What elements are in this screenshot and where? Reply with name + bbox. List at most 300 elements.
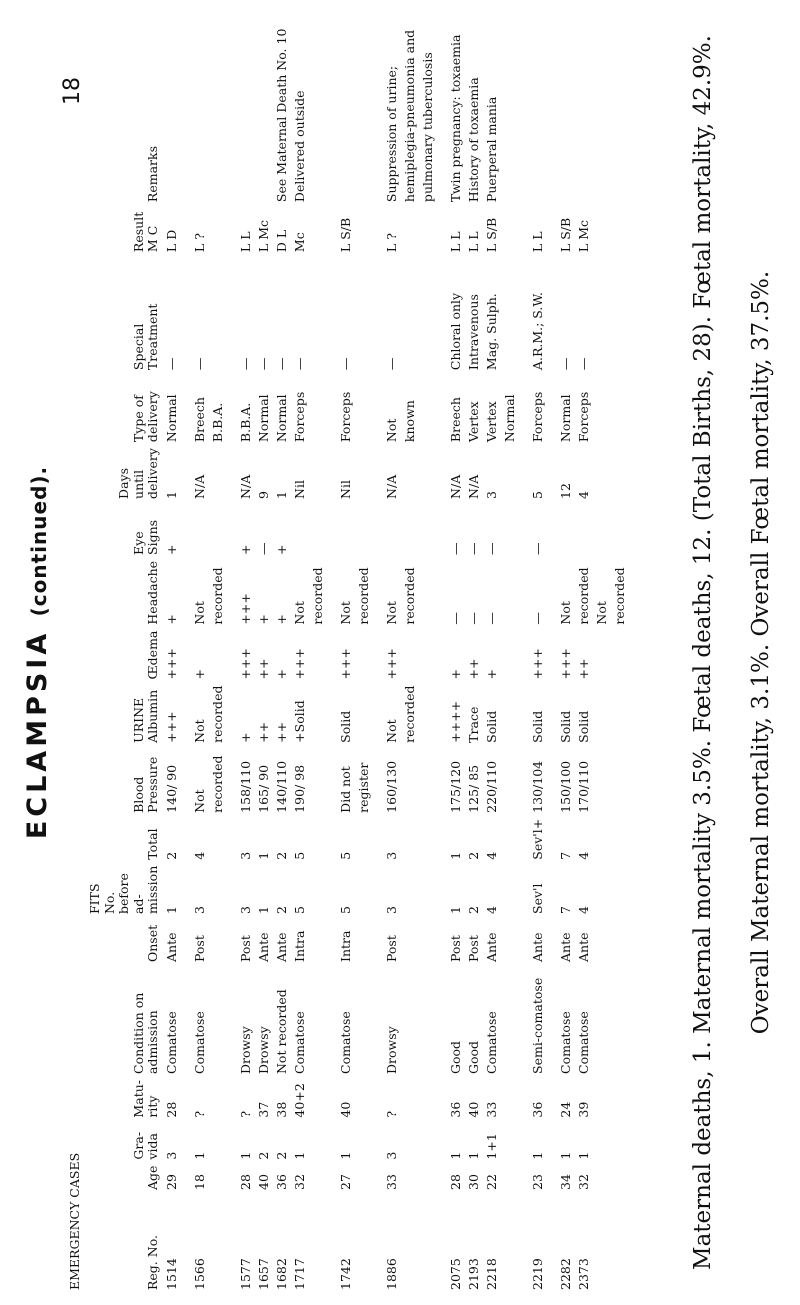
cell-line: ++ (576, 658, 592, 680)
table-cell (529, 373, 547, 445)
column-header: Gra-vida (130, 1131, 160, 1160)
cell-line: — (338, 357, 354, 371)
cell-line: Not recorded (558, 567, 592, 625)
cell-line: — (164, 357, 180, 371)
table-cell (163, 1163, 181, 1193)
cell-line: +++ (558, 648, 574, 680)
cell-line: + (238, 544, 254, 555)
table-cell (383, 683, 437, 746)
cell-line: Forceps (530, 391, 546, 443)
cell-line: N/A (384, 474, 400, 499)
table-cell (557, 1077, 629, 1121)
cell-line: Solid (576, 710, 592, 743)
cell-line: ? (384, 1110, 400, 1118)
cell-line: N/A (192, 474, 208, 499)
table-cell (163, 1077, 181, 1121)
column-header: Onset (144, 924, 160, 962)
cell-line: 130/104 (530, 760, 546, 813)
cell-line: Drowsy (384, 1026, 400, 1074)
cell-line (337, 18, 355, 202)
column-header: Result M C (130, 211, 160, 253)
cell-line (191, 18, 209, 202)
column-header: Eye Signs (130, 519, 160, 555)
cell-line: Ante (256, 932, 272, 962)
cell-line: 3 (384, 906, 400, 914)
table-cell (529, 558, 547, 628)
cell-line: History of toxaemia (466, 77, 482, 203)
table-cell (447, 373, 519, 445)
cell-line: Post (384, 935, 400, 962)
table-cell (191, 816, 227, 863)
table-cell (557, 15, 629, 205)
cell-line: 29 (164, 1174, 180, 1190)
table-cell (383, 1121, 437, 1163)
cell-line: Not recorded (192, 755, 226, 813)
table-row-group (557, 15, 629, 1293)
column-header: Reg. No. (144, 1235, 160, 1290)
cell-line: 125/ 85 (466, 764, 482, 813)
table-cell (383, 15, 437, 205)
table-cell (529, 1163, 547, 1193)
table-cell (191, 746, 227, 816)
table-cell (237, 628, 327, 683)
cell-line: Chloral only (448, 292, 464, 371)
cell-line: 36 (448, 1101, 464, 1118)
table-cell (237, 746, 327, 816)
cell-line: — (274, 357, 290, 371)
column-header: Matu-rity (130, 1080, 160, 1118)
table-cell (337, 1121, 373, 1163)
table-cell (163, 746, 181, 816)
cell-line: — (384, 357, 400, 371)
cell-line: 4 (484, 906, 500, 914)
cell-line: Post (466, 935, 482, 962)
cell-line: Solid (530, 710, 546, 743)
table-cell (191, 558, 227, 628)
cell-line: — (238, 357, 254, 371)
cell-line: Trace (466, 706, 482, 743)
table-cell (237, 1077, 327, 1121)
table-row-group (447, 15, 519, 1293)
table-cell (383, 917, 437, 965)
column-header: Œdema (144, 630, 160, 680)
table-cell (557, 502, 629, 558)
group-spacer (327, 15, 337, 1293)
table-cell (529, 205, 547, 255)
table-cell (191, 1077, 227, 1121)
table-cell (337, 1163, 373, 1193)
cell-line: Solid (484, 710, 500, 743)
cell-line: Mc (292, 232, 308, 253)
cell-line (191, 505, 209, 555)
cell-line (529, 18, 547, 202)
cell-line (291, 505, 309, 555)
table-cell (237, 816, 327, 863)
overall-mortality-summary: Overall Maternal mortality, 3.1%. Overall Fœtal mortality, 37.5%. (748, 270, 774, 1035)
cell-line: Comatose (558, 1011, 574, 1074)
column-header: Blood Pressure (130, 756, 160, 813)
cell-line: Comatose (292, 1011, 308, 1074)
table-row-group (529, 15, 547, 1293)
cell-line: Intra (292, 930, 308, 962)
cell-line: +++ (164, 648, 180, 680)
table-cell (191, 255, 227, 373)
column-header: Condition on admission (130, 992, 160, 1074)
table-cell (191, 863, 227, 917)
cell-line: Solid (558, 710, 574, 743)
cell-line: 175/120 (448, 760, 464, 813)
table-cell (447, 1163, 519, 1193)
cell-line: Comatose (192, 1011, 208, 1074)
table-cell (163, 205, 181, 255)
cell-line: 1682 (274, 1258, 290, 1290)
table-cell (383, 746, 437, 816)
cell-line: L S/B (484, 217, 500, 253)
table-cell (337, 1193, 373, 1293)
cell-line: Good (448, 1040, 464, 1074)
cell-line: 33 (384, 1174, 400, 1190)
table-cell (191, 205, 227, 255)
cell-line: 1 (448, 851, 464, 860)
cell-line: Not recorded (384, 685, 418, 743)
table-cell (529, 628, 547, 683)
cell-line: 40 (338, 1101, 354, 1118)
cell-line: 2373 (576, 1258, 592, 1290)
cell-line: 2 (466, 851, 482, 860)
cell-line: Comatose (576, 1011, 592, 1074)
cell-line: Sev'l (530, 883, 546, 914)
cell-line: Not known (384, 400, 418, 443)
cell-line: 170/110 (576, 760, 592, 813)
cell-line: Normal (558, 394, 574, 443)
cell-line: 38 (274, 1101, 290, 1118)
table-cell (529, 746, 547, 816)
table-header-row (85, 15, 163, 1293)
cell-line: — (292, 357, 308, 371)
table-cell (557, 816, 629, 863)
cell-line: 1 (292, 1151, 308, 1160)
table-cell (237, 558, 327, 628)
cell-line: Puerperal mania (484, 96, 500, 203)
cell-line: 36 (530, 1101, 546, 1118)
group-spacer (373, 15, 383, 1293)
cell-line: ++ (274, 721, 290, 743)
cell-line: 9 (256, 491, 272, 499)
column-header: URINE Albumin (130, 689, 160, 743)
cell-line: Not recorded (594, 567, 628, 625)
table-cell (337, 746, 373, 816)
group-spacer (547, 15, 557, 1293)
cell-line (575, 18, 593, 202)
table-cell (163, 1121, 181, 1163)
cell-line: Not recorded (274, 989, 290, 1074)
cell-line (237, 18, 255, 202)
column-header: Total (144, 828, 160, 860)
cell-line: 1 (192, 1151, 208, 1160)
cell-line: L Mc (576, 219, 592, 253)
cell-line: +++ (238, 648, 254, 680)
table-cell (163, 965, 181, 1077)
cell-line: 1 (448, 1151, 464, 1160)
cell-line: — (576, 357, 592, 371)
cell-line: — (484, 612, 500, 625)
cell-line: 5 (292, 906, 308, 914)
table-cell (557, 558, 629, 628)
cell-line: 1514 (164, 1258, 180, 1290)
cell-line: 5 (292, 851, 308, 860)
cell-line: + (448, 669, 464, 680)
table-cell (237, 15, 327, 205)
table-cell (557, 1121, 629, 1163)
cell-line: 2 (274, 1151, 290, 1160)
table-cell (447, 558, 519, 628)
cell-line: 2193 (466, 1258, 482, 1290)
table-cell (191, 628, 227, 683)
table-cell (337, 683, 373, 746)
column-header: Special Treatment (130, 303, 160, 371)
column-header: Headache (144, 560, 160, 625)
cell-line: Intra (338, 930, 354, 962)
cell-line: Normal (274, 394, 290, 443)
table-cell (163, 683, 181, 746)
cell-line: +++ (164, 711, 180, 743)
cell-line: — (558, 357, 574, 371)
table-cell (383, 816, 437, 863)
cell-line: 1 (448, 906, 464, 914)
table-cell (557, 1163, 629, 1193)
cell-line: L S/B (338, 217, 354, 253)
table-cell (557, 628, 629, 683)
table-cell (383, 965, 437, 1077)
cell-line: Comatose (164, 1011, 180, 1074)
table-cell (529, 1077, 547, 1121)
cell-line: L L (238, 231, 254, 253)
cell-line: 220/110 (484, 760, 500, 813)
cell-line: 190/ 98 (292, 764, 308, 813)
table-cell (557, 683, 629, 746)
table-cell (557, 863, 629, 917)
table-cell (383, 1077, 437, 1121)
cell-line: 40+2 (292, 1083, 308, 1118)
table-cell (191, 1121, 227, 1163)
table-row-group (191, 15, 227, 1293)
table-cell (191, 1193, 227, 1293)
table-cell (191, 502, 227, 558)
cell-line: 7 (558, 906, 574, 914)
table-cell (191, 373, 227, 445)
cell-line: 28 (164, 1101, 180, 1118)
table-cell (337, 965, 373, 1077)
table-body (163, 15, 639, 1293)
cell-line: Did not register (338, 762, 372, 813)
group-spacer (629, 15, 639, 1293)
table-row-group (337, 15, 373, 1293)
cell-line: 1566 (192, 1258, 208, 1290)
table-cell (447, 746, 519, 816)
cell-line: — (192, 357, 208, 371)
column-header: FITS No. before ad-mission (87, 865, 160, 914)
cell-line: 4 (192, 851, 208, 860)
table-cell (557, 445, 629, 502)
table-cell (447, 205, 519, 255)
cell-line: 1+1 (484, 1133, 500, 1160)
table-cell (529, 1193, 547, 1293)
cell-line: Nil (292, 480, 308, 499)
cell-line: 2 (274, 851, 290, 860)
cell-line: 1 (238, 1151, 254, 1160)
table-cell (557, 965, 629, 1077)
table-cell (163, 628, 181, 683)
cell-line: + (164, 614, 180, 625)
cell-line: 3 (164, 1151, 180, 1160)
table-cell (191, 15, 227, 205)
cell-line: Ante (164, 932, 180, 962)
cell-line: See Maternal Death No. 10 (274, 28, 290, 203)
table-caption: EMERGENCY CASES (67, 1152, 82, 1290)
cell-line: + (164, 544, 180, 555)
table-cell (529, 917, 547, 965)
table-cell (447, 628, 519, 683)
table-cell (237, 445, 327, 502)
cell-line: 4 (576, 851, 592, 860)
cell-line: ++++ (448, 700, 464, 743)
cell-line: Comatose (338, 1011, 354, 1074)
cell-line: 1 (338, 1151, 354, 1160)
cell-line: Not recorded (192, 685, 226, 743)
cell-line: Ante (484, 932, 500, 962)
cell-line: — (530, 612, 546, 625)
cell-line: +++ (238, 593, 254, 625)
cell-line: +++ (530, 648, 546, 680)
cell-line: L ? (192, 233, 208, 253)
table-cell (447, 445, 519, 502)
table-cell (337, 205, 373, 255)
table-cell (337, 558, 373, 628)
group-spacer (519, 15, 529, 1293)
table-cell (447, 863, 519, 917)
cell-line: Normal (164, 394, 180, 443)
cell-line: ++ (466, 658, 482, 680)
table-cell (447, 502, 519, 558)
table-cell (529, 965, 547, 1077)
cell-line: 1886 (384, 1258, 400, 1290)
cell-line: 1 (576, 1151, 592, 1160)
cell-line: 3 (238, 851, 254, 860)
cell-line: 1742 (338, 1258, 354, 1290)
cell-line: Breech B.B.A. (192, 397, 226, 443)
cell-line: Normal (256, 394, 272, 443)
cell-line: Nil (338, 480, 354, 499)
table-cell (447, 917, 519, 965)
column-header: Age (144, 1165, 160, 1190)
cell-line: L D (164, 229, 180, 253)
cell-line: Comatose (484, 1011, 500, 1074)
column-header: Remarks (144, 145, 160, 203)
cell-line: 7 (558, 851, 574, 860)
table-cell (237, 683, 327, 746)
cell-line: 12 (558, 483, 574, 499)
cell-line: 4 (484, 851, 500, 860)
cell-line (575, 505, 593, 555)
cell-line: — (530, 542, 546, 555)
emergency-cases-table (65, 15, 639, 1293)
cell-line: 1 (558, 1151, 574, 1160)
cell-line: 1 (256, 851, 272, 860)
cell-line: ++ (256, 721, 272, 743)
table-cell (447, 965, 519, 1077)
cell-line (255, 18, 273, 202)
cell-line: 5 (338, 906, 354, 914)
cell-line: 1 (466, 1151, 482, 1160)
table-cell (529, 863, 547, 917)
cell-line: 34 (558, 1174, 574, 1190)
group-spacer (181, 15, 191, 1293)
table-cell (237, 373, 327, 445)
cell-line: +++ (338, 648, 354, 680)
cell-line: 28 (238, 1174, 254, 1190)
cell-line: B.B.A. (238, 402, 254, 443)
table-cell (237, 1163, 327, 1193)
cell-line: 2 (256, 1151, 272, 1160)
table-cell (337, 1077, 373, 1121)
cell-line: 2218 (484, 1258, 500, 1290)
cell-line: 1 (164, 906, 180, 914)
table-cell (163, 558, 181, 628)
cell-line: 3 (384, 1151, 400, 1160)
cell-line: 4 (576, 491, 592, 499)
cell-line: + (238, 732, 254, 743)
table-cell (191, 917, 227, 965)
table-cell (557, 917, 629, 965)
cell-line: 32 (576, 1174, 592, 1190)
cell-line: Suppression of urine; hemiplegia-pneumonia and pulmonary tuberculosis (384, 29, 436, 203)
cell-line: 2 (466, 906, 482, 914)
cell-line: Mag. Sulph. (484, 293, 500, 371)
cell-line: 1 (256, 906, 272, 914)
group-spacer (437, 15, 447, 1293)
cell-line: + (256, 614, 272, 625)
table-cell (237, 1121, 327, 1163)
cell-line: 5 (338, 851, 354, 860)
table-cell (383, 1193, 437, 1293)
cell-line: Delivered outside (292, 90, 308, 203)
table-cell (163, 445, 181, 502)
cell-line: Not recorded (384, 567, 418, 625)
column-header: Type of delivery (130, 391, 160, 443)
table-cell (191, 683, 227, 746)
cell-line: Ante (274, 932, 290, 962)
cell-line: — (448, 612, 464, 625)
cell-line: L S/B (558, 217, 574, 253)
cell-line: 32 (292, 1174, 308, 1190)
cell-line: 3 (384, 851, 400, 860)
table-cell (337, 816, 373, 863)
cell-line: 37 (256, 1101, 272, 1118)
cell-line: 2282 (558, 1258, 574, 1290)
cell-line: N/A (448, 474, 464, 499)
page-header (22, 0, 53, 1305)
cell-line: + (274, 544, 290, 555)
cell-line: Breech (448, 397, 464, 443)
cell-line: Ante (530, 932, 546, 962)
cell-line: 2 (274, 906, 290, 914)
table-cell (383, 373, 437, 445)
table-cell (383, 445, 437, 502)
cell-line: 40 (256, 1174, 272, 1190)
table-cell (383, 863, 437, 917)
table-caption-row (65, 15, 85, 1293)
cell-line: — (448, 542, 464, 555)
